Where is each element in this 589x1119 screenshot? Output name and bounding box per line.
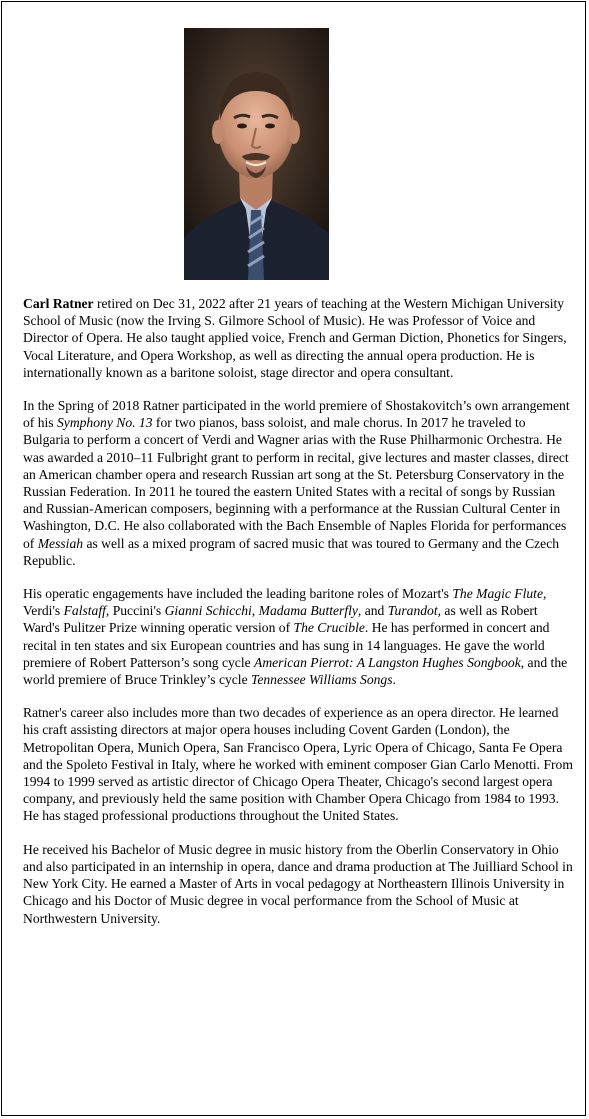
- bio-p3-text-6: , as well as Robert Ward's Pulitzer Prize winning operatic version of: [23, 603, 538, 636]
- bio-paragraph-4: Ratner's career also includes more than two decades of experience as an opera director. He learned his craft assisting directors at major opera houses including Covent Garden (London), the Metropolitan Opera, Munich Opera, San Francisco Opera, Lyric Opera of Chicago, Santa Fe Opera and the Spoleto Festival in Italy, where he worked with eminent composer Gian Carlo Menotti. From 1994 to 1999 served as artistic director of Chicago Opera Theater, Chicago's second largest opera company, and previously held the same position with Chamber Opera Chicago from 1984 to 1993. He has staged professional productions throughout the United States.: [23, 705, 573, 824]
- bio-p3-text-2: , Verdi's: [23, 586, 547, 619]
- bio-p3-italic-3: Gianni Schicchi: [164, 603, 252, 619]
- biography-text: [23, 295, 573, 943]
- bio-p3-italic-5: Turandot: [387, 603, 438, 619]
- bio-p3-italic-6: The Crucible: [293, 620, 365, 636]
- bio-paragraph-2: [23, 397, 573, 569]
- bio-p3-italic-7: American Pierrot: A Langston Hughes Songbook: [254, 654, 521, 670]
- document-frame: [1, 1, 586, 1116]
- bio-paragraph-5: He received his Bachelor of Music degree in music history from the Oberlin Conservatory in Ohio and also participated in an internship in opera, dance and drama production at The Juilliard School in New York City. He earned a Master of Arts in vocal pedagogy at Northeastern Illinois University in Chicago and his Doctor of Music degree in vocal performance from the School of Music at Northwestern University.: [23, 841, 573, 926]
- bio-name: Carl Ratner: [23, 296, 94, 311]
- bio-p2-text-3: as well as a mixed program of sacred music that was toured to Germany and the Czech Republic.: [23, 535, 560, 568]
- portrait-photo: [184, 28, 329, 280]
- bio-p3-text-8: , and the world premiere of Bruce Trinkley’s cycle: [23, 654, 568, 688]
- bio-p3-text-3: , Puccini's: [105, 603, 165, 619]
- bio-paragraph-1-text: retired on Dec 31, 2022 after 21 years of teaching at the Western Michigan University School of Music (now the Irving S. Gilmore School of Music). He was Professor of Voice and Director of Opera. He also taught applied voice, French and German Diction, Phonetics for Singers, Vocal Literature, and Opera Workshop, as well as directing the annual opera production. He is internationally known as a baritone soloist, stage director and opera consultant.: [23, 296, 567, 380]
- bio-p3-text-4: ,: [251, 603, 259, 619]
- bio-p2-text-1: In the Spring of 2018 Ratner participated in the world premiere of Shostakovitch’s own arrangement of his: [23, 398, 570, 431]
- bio-p3-italic-8: Tennessee Williams Songs: [251, 672, 393, 688]
- bio-p3-text-5: , and: [357, 603, 388, 619]
- bio-p2-italic-2: Messiah: [37, 535, 84, 551]
- bio-paragraph-3: [23, 585, 573, 688]
- bio-p3-italic-1: The Magic Flute: [452, 586, 543, 602]
- bio-p2-text-2: for two pianos, bass soloist, and male chorus. In 2017 he traveled to Bulgaria to perform a concert of Verdi and Wagner arias with the Ruse Philharmonic Orchestra. He was awarded a 2010–11 Fulbright grant to perform in recital, give lectures and master classes, direct an American chamber opera and research Russian art song at the St. Petersburg Conservatory in the Russian Federation. In 2011 he toured the eastern United States with a recital of songs by Russian and Russian-American composers, beginning with a performance at the Russian Cultural Center in Washington, D.C. He also collaborated with the Bach Ensemble of Naples Florida for performances of: [23, 415, 569, 551]
- bio-p3-italic-2: Falstaff: [63, 603, 106, 619]
- bio-paragraph-1: [23, 295, 573, 381]
- bio-p3-text-7: . He has performed in concert and recital in ten states and six European countries and has sung in 14 languages. He gave the world premiere of Robert Patterson’s song cycle: [23, 620, 550, 670]
- bio-p3-text-1: His operatic engagements have included the leading baritone roles of Mozart's: [23, 586, 453, 602]
- bio-p3-italic-4: Madama Butterfly: [258, 603, 358, 619]
- bio-p3-text-9: .: [392, 672, 396, 688]
- bio-p2-italic-1: Symphony No. 13: [56, 415, 153, 431]
- portrait-photo-icon: [184, 28, 329, 280]
